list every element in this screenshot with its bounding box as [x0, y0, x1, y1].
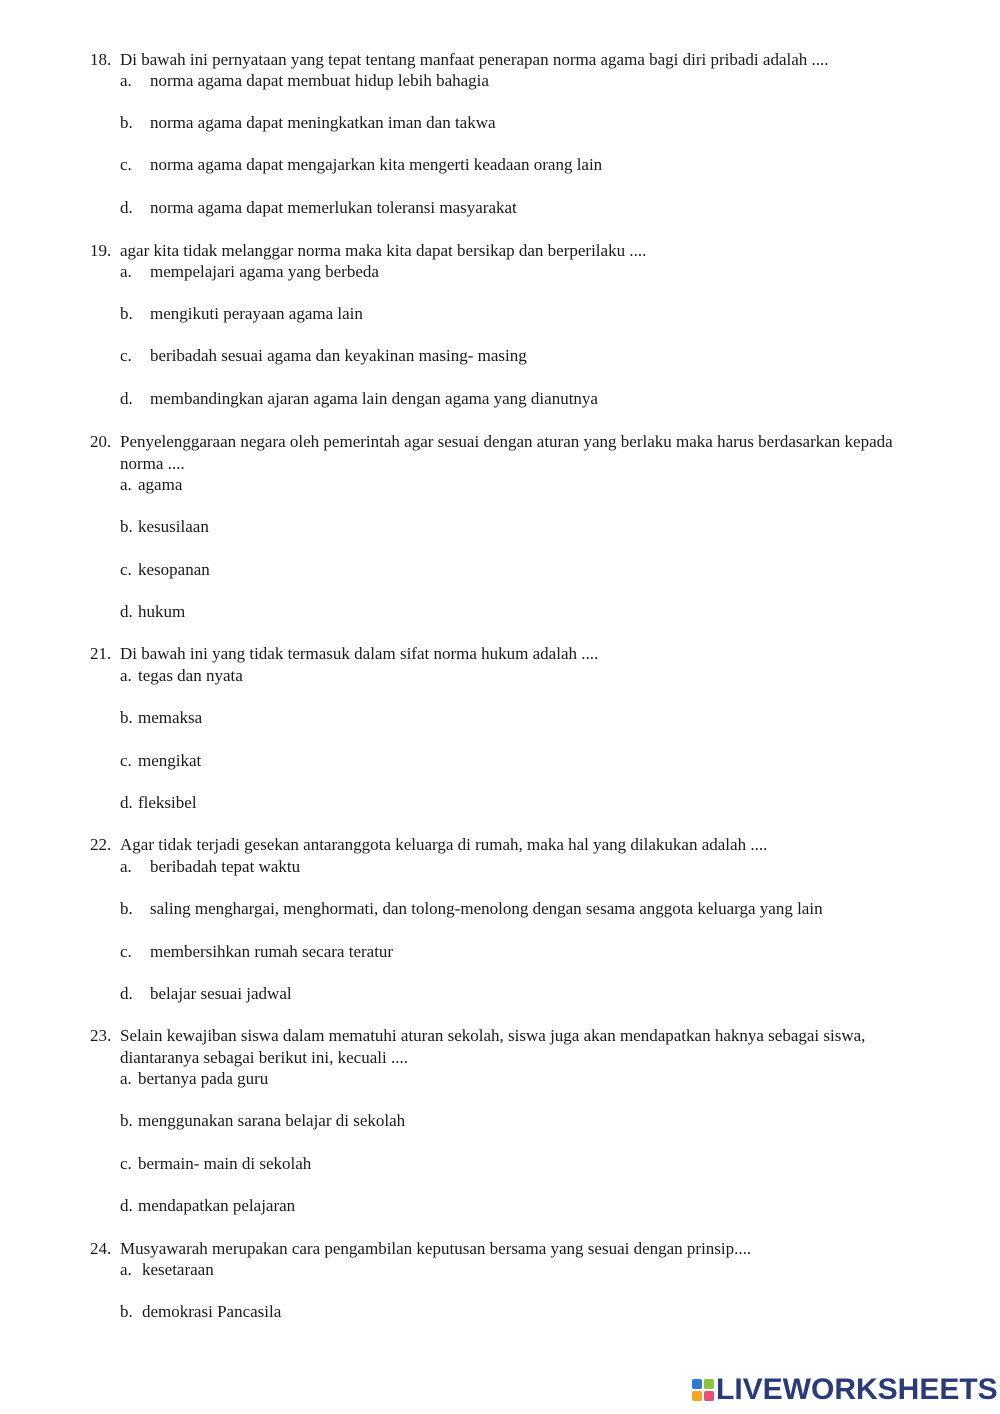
option-text: norma agama dapat membuat hidup lebih bahagia [150, 71, 489, 90]
option-letter: a. [120, 857, 132, 876]
option-text: hukum [138, 602, 186, 621]
question-text: Musyawarah merupakan cara pengambilan keputusan bersama yang sesuai dengan prinsip.... [120, 1239, 752, 1258]
option-a [120, 70, 489, 92]
option-letter: a. [120, 1260, 132, 1279]
question-text: Di bawah ini yang tidak termasuk dalam sifat norma hukum adalah .... [120, 644, 599, 663]
option-text: tegas dan nyata [138, 666, 243, 685]
question-text: Agar tidak terjadi gesekan antaranggota keluarga di rumah, maka hal yang dilakukan adalah .... [120, 835, 768, 854]
option-letter: a. [120, 475, 132, 494]
option-letter: a. [120, 262, 132, 281]
option-text: kesetaraan [142, 1260, 214, 1279]
question-21 [90, 643, 940, 812]
option-text: kesusilaan [138, 517, 209, 536]
option-letter: a. [120, 666, 132, 685]
option-c [120, 1153, 311, 1175]
option-text: demokrasi Pancasila [142, 1302, 282, 1321]
option-letter: b. [120, 1302, 133, 1321]
option-letter: a. [120, 71, 132, 90]
option-text: fleksibel [138, 793, 197, 812]
option-text: bermain- main di sekolah [138, 1154, 312, 1173]
option-b [120, 1301, 281, 1323]
option-letter: b. [120, 113, 133, 132]
question-24 [90, 1238, 940, 1321]
option-text: belajar sesuai jadwal [150, 984, 292, 1003]
option-d [120, 983, 292, 1005]
option-text: kesopanan [138, 560, 210, 579]
question-header [90, 643, 940, 665]
option-a [120, 665, 243, 687]
option-letter: b. [120, 517, 133, 536]
option-b [120, 303, 363, 325]
option-a [120, 856, 300, 878]
option-c [120, 559, 210, 581]
option-c [120, 941, 393, 963]
option-b [120, 898, 823, 920]
question-header [90, 49, 940, 71]
option-d [120, 197, 517, 219]
option-letter: c. [120, 942, 132, 961]
liveworksheets-logo [692, 1373, 998, 1406]
option-text: norma agama dapat meningkatkan iman dan takwa [150, 113, 496, 132]
option-letter: d. [120, 793, 133, 812]
option-c [120, 345, 527, 367]
question-number: 19. [90, 241, 112, 260]
option-letter: b. [120, 899, 133, 918]
question-header [90, 1025, 940, 1069]
question-header [90, 1238, 940, 1260]
option-text: beribadah tepat waktu [150, 857, 301, 876]
option-letter: b. [120, 1111, 133, 1130]
option-letter: d. [120, 984, 133, 1003]
option-letter: c. [120, 751, 132, 770]
option-a [120, 1259, 214, 1281]
question-number: 24. [90, 1239, 112, 1258]
brand-name: LIVEWORKSHEETS [716, 1373, 998, 1406]
option-text: norma agama dapat memerlukan toleransi masyarakat [150, 198, 517, 217]
option-text: bertanya pada guru [138, 1069, 269, 1088]
question-18 [90, 49, 940, 217]
option-c [120, 154, 602, 176]
option-text: saling menghargai, menghormati, dan tolong-menolong dengan sesama anggota keluarga yang lain [150, 899, 823, 918]
option-text: menggunakan sarana belajar di sekolah [138, 1111, 406, 1130]
option-b [120, 112, 496, 134]
question-20 [90, 431, 940, 621]
question-text: agar kita tidak melanggar norma maka kita dapat bersikap dan berperilaku .... [120, 241, 647, 260]
option-text: mengikat [138, 751, 202, 770]
question-header [90, 240, 940, 262]
option-letter: d. [120, 198, 133, 217]
option-letter: a. [120, 1069, 132, 1088]
option-b [120, 516, 209, 538]
option-letter: d. [120, 389, 133, 408]
option-a [120, 1068, 268, 1090]
option-letter: b. [120, 304, 133, 323]
option-letter: c. [120, 155, 132, 174]
question-header [90, 834, 940, 856]
question-23 [90, 1025, 940, 1215]
option-text: mempelajari agama yang berbeda [150, 262, 379, 281]
question-number: 18. [90, 50, 112, 69]
option-a [120, 261, 379, 283]
option-text: mengikuti perayaan agama lain [150, 304, 363, 323]
option-b [120, 707, 202, 729]
option-letter: c. [120, 560, 132, 579]
option-letter: c. [120, 1154, 132, 1173]
question-number: 20. [90, 432, 112, 451]
option-letter: c. [120, 346, 132, 365]
option-d [120, 601, 185, 623]
option-text: membandingkan ajaran agama lain dengan agama yang dianutnya [150, 389, 598, 408]
option-d [120, 1195, 295, 1217]
option-a [120, 474, 182, 496]
question-22 [90, 834, 940, 1003]
option-letter: b. [120, 708, 133, 727]
option-d [120, 792, 197, 814]
option-text: memaksa [138, 708, 203, 727]
option-d [120, 388, 598, 410]
question-number: 22. [90, 835, 112, 854]
option-letter: d. [120, 602, 133, 621]
question-19 [90, 240, 940, 408]
option-text: mendapatkan pelajaran [138, 1196, 296, 1215]
option-text: beribadah sesuai agama dan keyakinan masing- masing [150, 346, 527, 365]
option-text: norma agama dapat mengajarkan kita mengerti keadaan orang lain [150, 155, 603, 174]
option-text: membersihkan rumah secara teratur [150, 942, 394, 961]
question-text: Selain kewajiban siswa dalam mematuhi aturan sekolah, siswa juga akan mendapatkan haknya sebagai siswa, diantaranya sebagai berikut ini, kecuali .... [120, 1026, 866, 1067]
option-text: agama [138, 475, 183, 494]
question-text: Di bawah ini pernyataan yang tepat tentang manfaat penerapan norma agama bagi diri pribadi adalah .... [120, 50, 829, 69]
question-number: 21. [90, 644, 112, 663]
logo-mark-icon [692, 1379, 714, 1401]
question-number: 23. [90, 1026, 112, 1045]
option-letter: d. [120, 1196, 133, 1215]
question-text: Penyelenggaraan negara oleh pemerintah agar sesuai dengan aturan yang berlaku maka harus berdasarkan kepada norma .... [120, 432, 893, 473]
option-b [120, 1110, 405, 1132]
option-c [120, 750, 201, 772]
question-header [90, 431, 940, 475]
